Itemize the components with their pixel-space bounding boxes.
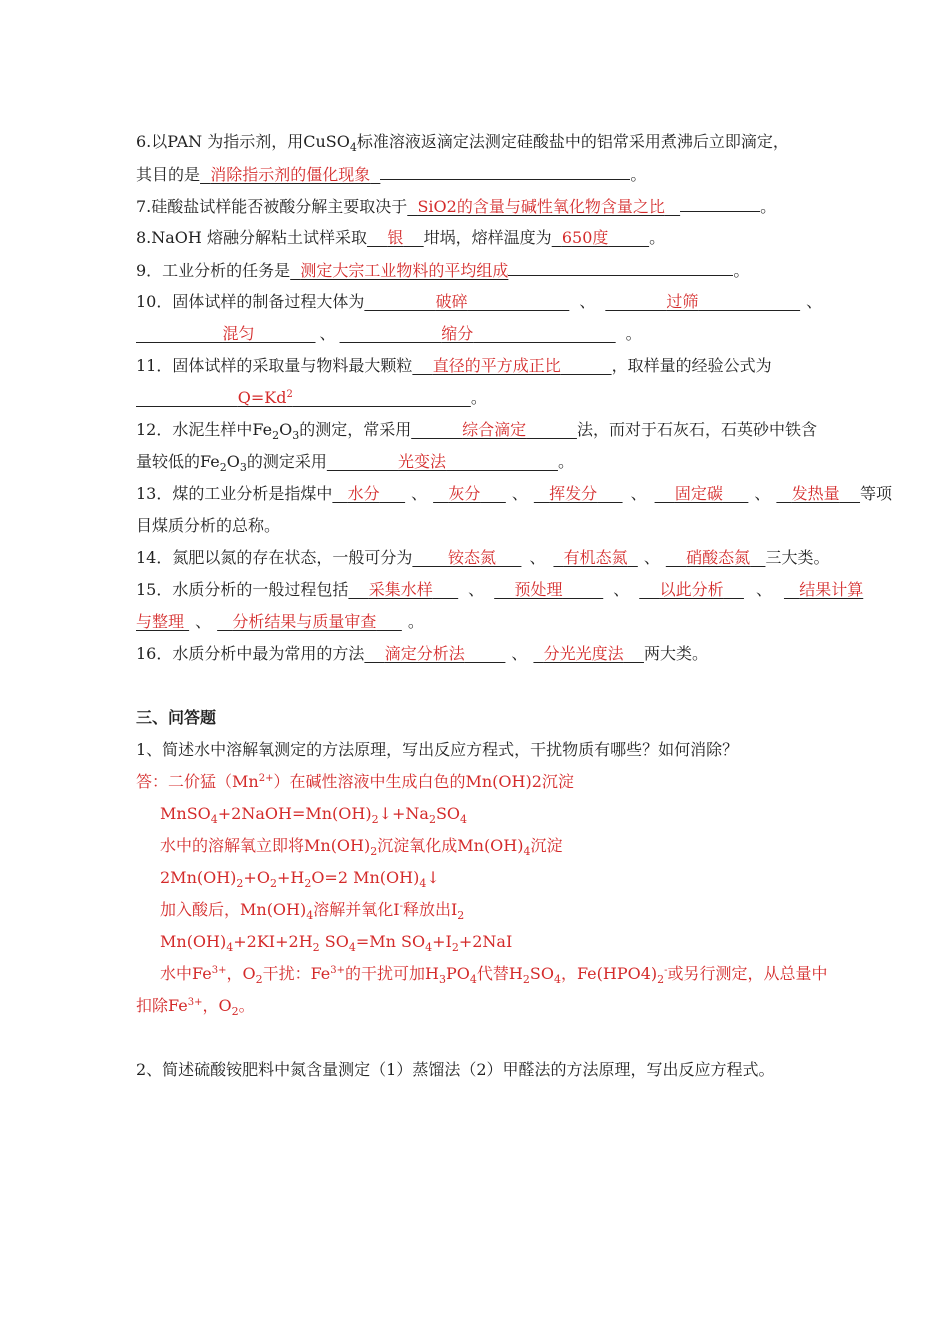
question-10-line-1: 10．固体试样的制备过程大体为 破碎 、 过筛 、 <box>136 292 823 311</box>
answer-blank: SiO2的含量与碱性氧化物含量之比 <box>417 197 665 216</box>
question-qa-2: 2、简述硫酸铵肥料中氮含量测定（1）蒸馏法（2）甲醛法的方法原理，写出反应方程式。 <box>136 1060 775 1079</box>
answer-blank: 消除指示剂的僵化现象 <box>210 165 371 184</box>
question-10-line-2: 混匀 、 缩分 。 <box>136 321 830 347</box>
answer-blank: 采集水样 <box>368 580 433 599</box>
answer-blank: 测定大宗工业物料的平均组成 <box>300 261 509 280</box>
answer-blank: 滴定分析法 <box>384 644 465 663</box>
answer-line-3: 水中的溶解氧立即将$Mn(OH)_2$沉淀氧化成$Mn(OH)_4$沉淀 <box>160 836 563 858</box>
equation-3: $Mn(OH)_4+2KI+2H_2$ $SO_4=Mn$ $SO_4+I_2+2NaI$ <box>160 932 513 954</box>
answer-blank: $Q=Kd^2$ <box>237 388 293 407</box>
question-8: 8.NaOH 熔融分解粘土试样采取 银 坩埚，熔样温度为 650度 。 <box>136 228 666 247</box>
answer-blank: 缩分 <box>441 324 474 343</box>
answer-blank: 发热量 <box>791 484 840 503</box>
answer-blank: 过筛 <box>666 292 699 311</box>
answer-blank: 铵态氮 <box>447 548 496 567</box>
equation-1: $MnSO_4+2NaOH=Mn(OH)_2↓+Na_2SO_4$ <box>160 804 468 826</box>
answer-blank: 硝酸态氮 <box>686 548 751 567</box>
equation-2: $2Mn(OH)_2+O_2+H_2O=2$ $Mn(OH)_4↓$ <box>160 868 440 890</box>
answer-line-7: 水中$Fe^{3+}$，$O_2$干扰：$Fe^{3+}$的干扰可加$H_3PO_4$代替$H_2SO_4$，$Fe(HPO4)_2^-$或另行测定，从总量中 <box>160 964 828 986</box>
question-15-line-2: 与整理 、 分析结果与质量审查 。 <box>136 612 424 631</box>
answer-blank: 固定碳 <box>674 484 723 503</box>
question-9: 9．工业分析的任务是 测定大宗工业物料的平均组成 。 <box>136 257 830 283</box>
question-12-line-2: 量较低的$Fe_2O_3$的测定采用 光变法 。 <box>136 452 574 474</box>
answer-blank: 650度 <box>561 228 609 247</box>
question-11-line-1: 11．固体试样的采取量与物料最大颗粒 直径的平方成正比 ，取样量的经验公式为 <box>136 356 772 375</box>
answer-blank: 混匀 <box>222 324 255 343</box>
answer-blank: 光变法 <box>398 452 447 471</box>
answer-blank: 有机态氮 <box>563 548 628 567</box>
question-7: 7.硅酸盐试样能否被酸分解主要取决于 SiO2的含量与碱性氧化物含量之比 。 <box>136 193 830 219</box>
question-11-line-2: $Q=Kd^2$ 。 <box>136 385 830 411</box>
question-13-line-2: 目煤质分析的总称。 <box>136 516 281 535</box>
answer-blank: 与整理 <box>136 612 185 631</box>
question-14: 14．氮肥以氮的存在状态，一般可分为 铵态氮 、 有机态氮 、 硝酸态氮 三大类。 <box>136 548 830 567</box>
answer-blank: 挥发分 <box>549 484 598 503</box>
question-15-line-1: 15．水质分析的一般过程包括 采集水样 、 预处理 、 以此分析 、 结果计算 <box>136 580 864 599</box>
answer-blank: 分析结果与质量审查 <box>232 612 377 631</box>
question-qa-1: 1、简述水中溶解氧测定的方法原理，写出反应方程式，干扰物质有哪些？如何消除？ <box>136 740 739 759</box>
question-6-line-1: 6.以PAN 为指示剂，用CuSO$_4$标准溶液返滴定法测定硅酸盐中的铝常采用煮沸后立即滴定， <box>136 132 789 154</box>
question-6-line-2: 其目的是 消除指示剂的僵化现象 。 <box>136 161 830 187</box>
question-13-line-1: 13．煤的工业分析是指煤中 水分 、 灰分 、 挥发分 、 固定碳 、 发热量 等项 <box>136 484 893 503</box>
answer-blank: 综合滴定 <box>462 420 527 439</box>
answer-line-1: 答：二价猛$(Mn^{2+})$在碱性溶液中生成白色的Mn(OH)2沉淀 <box>136 772 574 791</box>
answer-line-8: 扣除$Fe^{3+}$，$O_2$。 <box>136 996 255 1018</box>
answer-blank: 破碎 <box>435 292 468 311</box>
answer-blank: 预处理 <box>514 580 563 599</box>
section-heading: 三、问答题 <box>136 708 217 727</box>
answer-blank: 银 <box>387 228 404 247</box>
question-12-line-1: 12．水泥生样中$Fe_2O_3$的测定，常采用 综合滴定 法，而对于石灰石，石英砂中铁含 <box>136 420 817 442</box>
answer-line-5: 加入酸后，$Mn(OH)_4$溶解并氧化I-释放出$I_2$ <box>160 900 465 922</box>
answer-blank: 水分 <box>347 484 380 503</box>
answer-blank: 直径的平方成正比 <box>432 356 561 375</box>
answer-blank: 分光光度法 <box>543 644 624 663</box>
answer-blank: 灰分 <box>448 484 481 503</box>
question-16: 16．水质分析中最为常用的方法 滴定分析法 、 分光光度法 两大类。 <box>136 644 708 663</box>
answer-blank: 以此分析 <box>659 580 724 599</box>
answer-blank: 结果计算 <box>799 580 864 599</box>
